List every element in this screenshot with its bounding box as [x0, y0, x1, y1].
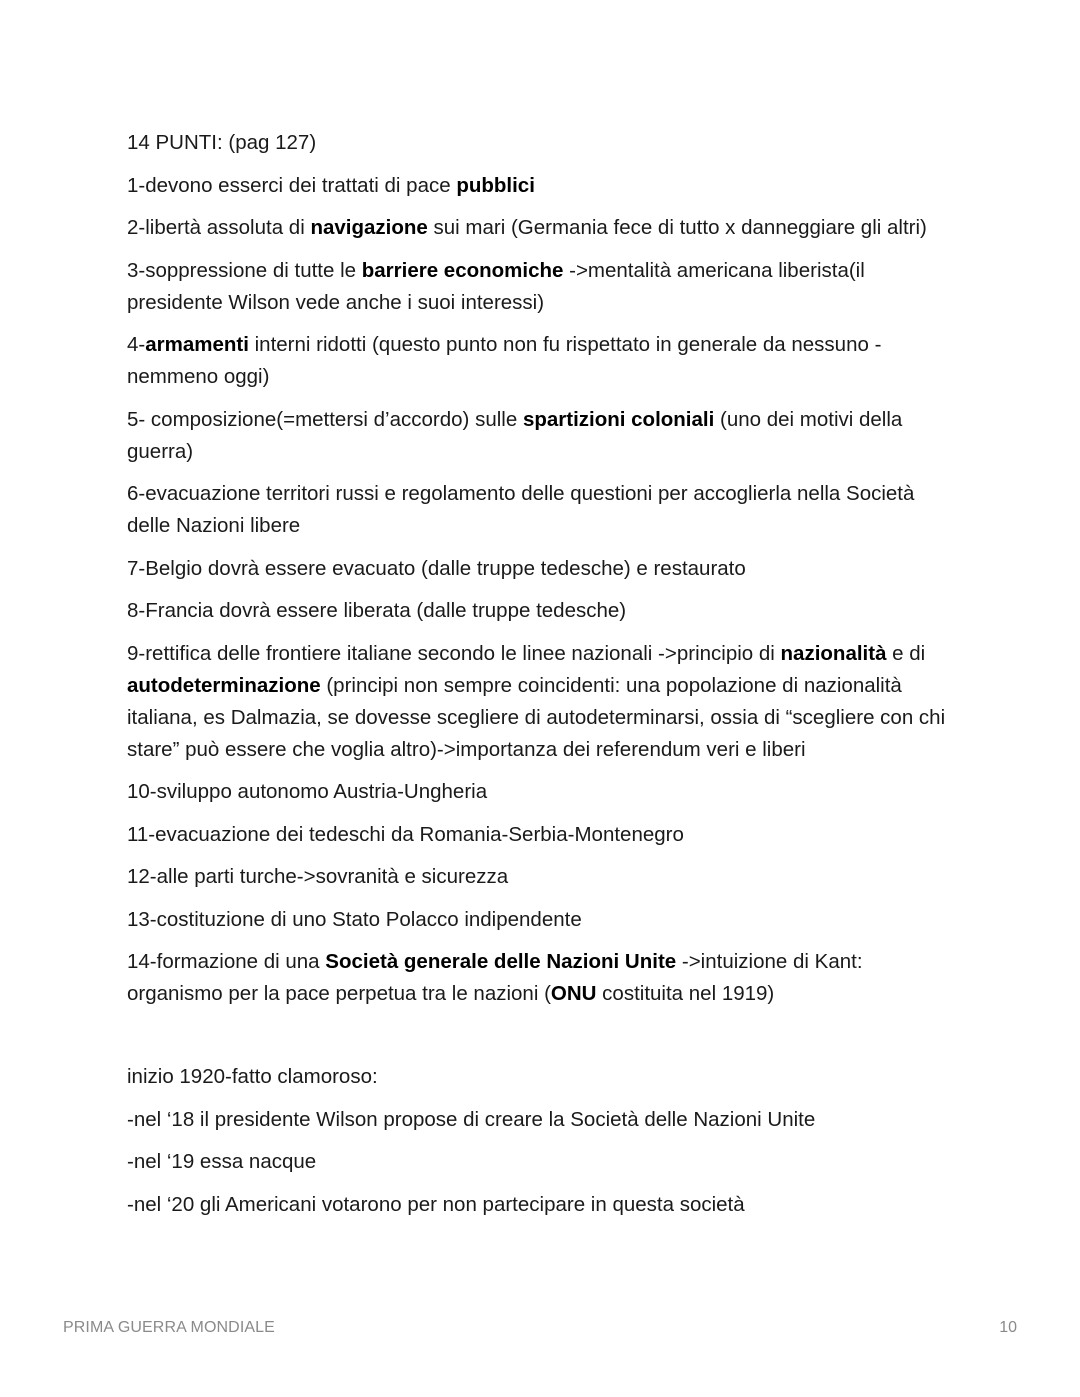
- point-text: 12-alle parti turche->sovranità e sicurezza: [127, 865, 509, 888]
- point-text: 11-evacuazione dei tedeschi da Romania-Serbia-Montenegro: [127, 822, 684, 846]
- document-body: [127, 127, 957, 1231]
- footer-title: PRIMA GUERRA MONDIALE: [63, 1319, 275, 1336]
- point-bold: pubblici: [456, 173, 535, 197]
- point-10: [127, 776, 957, 808]
- point-text: 10-sviluppo autonomo Austria-Ungheria: [127, 780, 488, 803]
- point-bold: armamenti: [145, 333, 249, 356]
- point-text: ->mentalità americana liberista(il presidente Wilson vede anche i suoi interessi): [127, 258, 865, 314]
- point-bold: navigazione: [310, 216, 428, 239]
- point-6: [127, 478, 957, 542]
- point-text: 4-: [127, 333, 146, 356]
- heading: 14 PUNTI: (pag 127): [127, 131, 317, 154]
- point-8: [127, 595, 957, 627]
- point-4: [127, 329, 957, 393]
- point-13: [127, 904, 957, 936]
- point-text: interni ridotti (questo punto non fu rispettato in generale da nessuno - nemmeno oggi): [127, 333, 882, 388]
- point-11: [127, 819, 957, 851]
- point-text: 13-costituzione di uno Stato Polacco indipendente: [127, 907, 582, 931]
- point-bold: nazionalità: [780, 641, 887, 665]
- point-text: ->intuizione di Kant: organismo per la pace perpetua tra le nazioni (: [127, 950, 863, 1005]
- point-bold: barriere economiche: [361, 258, 564, 282]
- point-text: sui mari (Germania fece di tutto x danneggiare gli altri): [427, 216, 927, 239]
- point-text: 2-libertà assoluta di: [127, 216, 311, 239]
- section2-line-2: -nel ‘19 essa nacque: [127, 1150, 317, 1173]
- section2-line-1: -nel ‘18 il presidente Wilson propose di creare la Società delle Nazioni Unite: [127, 1107, 816, 1131]
- point-text: (principi non sempre coincidenti: una popolazione di nazionalità italiana, es Dalmazia, se dovesse scegliere di autodeterminarsi, ossia di “scegliere con chi stare” può essere che voglia altro)->importanza dei referendum veri e liberi: [127, 673, 946, 761]
- point-2: [127, 212, 957, 244]
- point-bold: spartizioni coloniali: [522, 407, 715, 431]
- point-text: 8-Francia dovrà essere liberata (dalle truppe tedesche): [127, 599, 627, 622]
- point-text: e di: [886, 641, 926, 665]
- point-text: (uno dei motivi della guerra): [127, 407, 903, 463]
- point-5: [127, 404, 957, 468]
- point-text: 3-soppressione di tutte le: [127, 258, 362, 282]
- point-9: [127, 638, 957, 766]
- page-number: 10: [999, 1319, 1017, 1336]
- point-text: 14-formazione di una: [127, 950, 326, 973]
- point-text: 1-devono esserci dei trattati di pace: [127, 173, 457, 197]
- point-text: 9-rettifica delle frontiere italiane secondo le linee nazionali ->principio di: [127, 641, 781, 665]
- section2-title: inizio 1920-fatto clamoroso:: [127, 1065, 378, 1088]
- point-bold: Società generale delle Nazioni Unite: [325, 950, 677, 973]
- point-text: 7-Belgio dovrà essere evacuato (dalle truppe tedesche) e restaurato: [127, 556, 746, 580]
- point-3: [127, 255, 957, 319]
- point-bold: ONU: [550, 982, 597, 1005]
- point-text: 5- composizione(=mettersi d’accordo) sulle: [127, 407, 523, 431]
- point-7: [127, 553, 957, 585]
- point-14: [127, 946, 957, 1010]
- point-text: 6-evacuazione territori russi e regolamento delle questioni per accoglierla nella Società delle Nazioni libere: [127, 482, 915, 537]
- point-12: [127, 861, 957, 893]
- point-bold: autodeterminazione: [127, 673, 321, 697]
- point-1: [127, 170, 957, 202]
- section2-line-3: -nel ‘20 gli Americani votarono per non partecipare in questa società: [127, 1192, 745, 1216]
- point-text: costituita nel 1919): [596, 982, 775, 1005]
